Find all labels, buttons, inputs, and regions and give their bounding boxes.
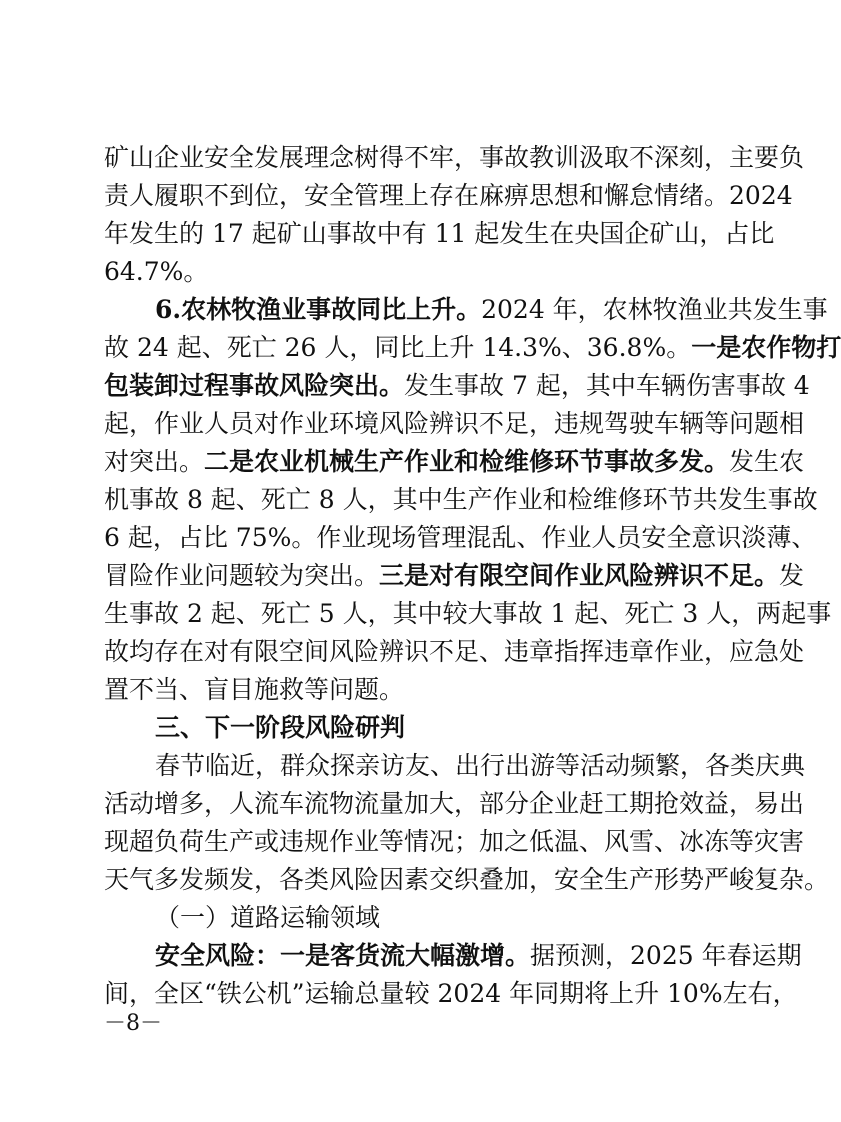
paragraph-line <box>104 447 805 479</box>
line-text: 故 24 起、死亡 26 人，同比上升 14.3%、36.8%。 <box>104 333 692 362</box>
line-text: 发生农 <box>729 447 805 476</box>
paragraph-line: 春节临近，群众探亲访友、出行出游等活动频繁，各类庆典 <box>155 751 806 780</box>
paragraph-line: 现超负荷生产或违规作业等情况；加之低温、风雪、冰冻等灾害 <box>104 827 805 856</box>
paragraph-line: 天气多发频发，各类风险因素交织叠加，安全生产形势严峻复杂。 <box>104 865 830 894</box>
paragraph-line: 6 起，占比 75%。作业现场管理混乱、作业人员安全意识淡薄、 <box>104 523 817 552</box>
section-heading: 三、下一阶段风险研判 <box>155 713 406 742</box>
paragraph-line: 机事故 8 起、死亡 8 人，其中生产作业和检维修环节共发生事故 <box>104 485 818 514</box>
bold-phrase: 二是农业机械生产作业和检维修环节事故多发。 <box>204 447 730 476</box>
paragraph-line: 64.7%。 <box>104 257 209 286</box>
paragraph-line: 故均存在对有限空间风险辨识不足、违章指挥违章作业，应急处 <box>104 637 805 666</box>
page-number: －8－ <box>104 1011 162 1036</box>
paragraph-line <box>155 295 828 327</box>
paragraph-line: 矿山企业安全发展理念树得不牢，事故教训汲取不深刻，主要负 <box>104 143 805 172</box>
section-heading: 6.农林牧渔业事故同比上升。 <box>155 295 482 324</box>
paragraph-line: 活动增多，人流车流物流量加大，部分企业赶工期抢效益，易出 <box>104 789 805 818</box>
bold-phrase: 安全风险：一是客货流大幅激增。 <box>155 941 531 970</box>
subsection-heading: （一）道路运输领域 <box>155 903 381 932</box>
bold-phrase: 一是农作物打 <box>691 333 841 362</box>
bold-phrase: 三是对有限空间作业风险辨识不足。 <box>379 561 780 590</box>
paragraph-line: 责人履职不到位，安全管理上存在麻痹思想和懈怠情绪。2024 <box>104 181 793 210</box>
line-text: 发 <box>779 561 805 590</box>
paragraph-line <box>104 333 841 365</box>
line-text: 发生事故 7 起，其中车辆伤害事故 4 <box>404 371 810 400</box>
paragraph-line <box>104 561 805 593</box>
line-text: 对突出。 <box>104 447 205 476</box>
line-text: 据预测，2025 年春运期 <box>530 941 802 970</box>
bold-phrase: 包装卸过程事故风险突出。 <box>104 371 405 400</box>
paragraph-line <box>104 371 810 403</box>
paragraph-line: 间，全区“铁公机”运输总量较 2024 年同期将上升 10%左右， <box>104 979 798 1008</box>
paragraph-line: 年发生的 17 起矿山事故中有 11 起发生在央国企矿山，占比 <box>104 219 775 248</box>
line-text: 2024 年，农林牧渔业共发生事 <box>481 295 828 324</box>
paragraph-line: 生事故 2 起、死亡 5 人，其中较大事故 1 起、死亡 3 人，两起事 <box>104 599 832 628</box>
line-text: 冒险作业问题较为突出。 <box>104 561 380 590</box>
paragraph-line <box>155 941 802 973</box>
paragraph-line: 置不当、盲目施救等问题。 <box>104 675 405 704</box>
paragraph-line: 起，作业人员对作业环境风险辨识不足，违规驾驶车辆等问题相 <box>104 409 805 438</box>
